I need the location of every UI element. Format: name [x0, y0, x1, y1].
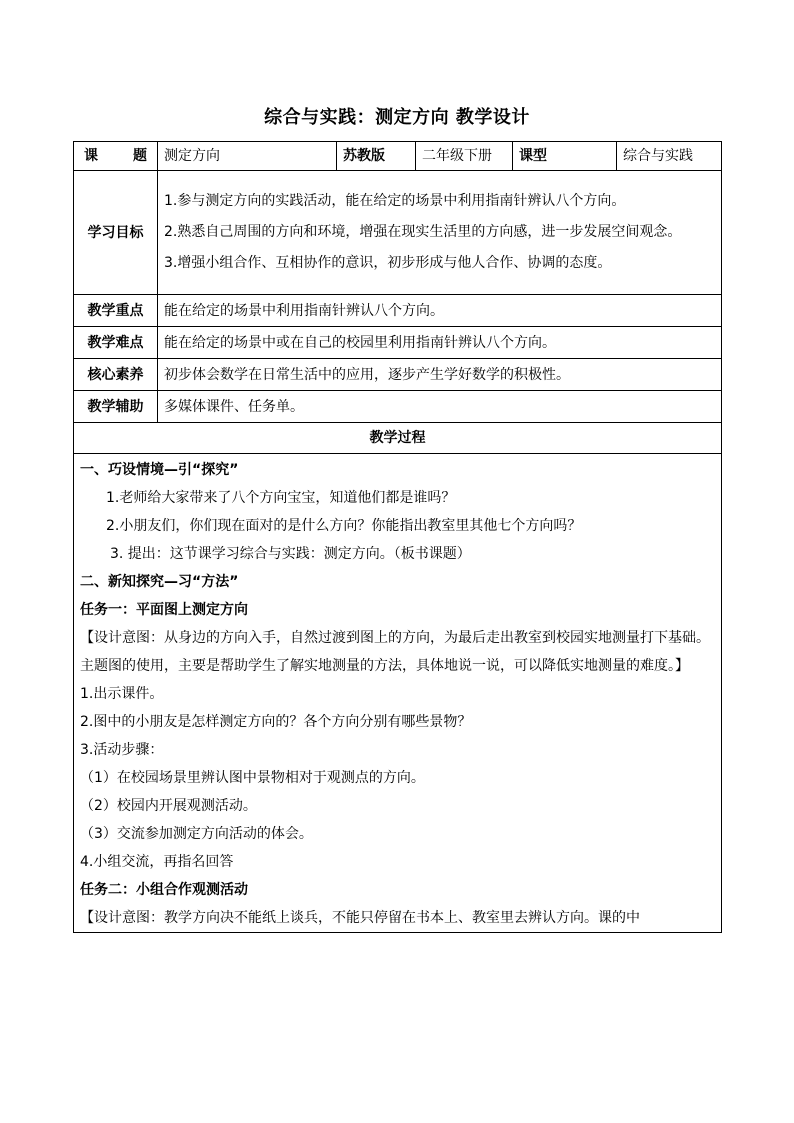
goal-item: 1.参与测定方向的实践活动，能在给定的场景中利用指南针辨认八个方向。 — [164, 193, 626, 209]
section1-item: 2.小朋友们，你们现在面对的是什么方向？你能指出教室里其他七个方向吗？ — [106, 518, 582, 534]
difficulties-label: 教学难点 — [74, 327, 158, 359]
section1-title: 一、巧设情境—引“探究” — [80, 462, 239, 478]
document-title: 综合与实践：测定方向 教学设计 — [264, 107, 530, 128]
goals-label: 学习目标 — [74, 171, 158, 295]
aids-text: 多媒体课件、任务单。 — [158, 391, 722, 423]
task2-title: 任务二：小组合作观测活动 — [80, 882, 248, 898]
type-value: 综合与实践 — [617, 142, 722, 171]
task1-item: （2）校园内开展观测活动。 — [80, 798, 257, 814]
section1-item: 3. 提出：这节课学习综合与实践：测定方向。（板书课题） — [110, 546, 471, 562]
difficulties-row — [74, 327, 722, 359]
goal-item: 2.熟悉自己周围的方向和环境，增强在现实生活里的方向感，进一步发展空间观念。 — [164, 224, 682, 240]
process-heading-row — [74, 423, 722, 454]
process-content-row — [74, 454, 722, 933]
key-points-text: 能在给定的场景中利用指南针辨认八个方向。 — [158, 295, 722, 327]
section1-item: 1.老师给大家带来了八个方向宝宝，知道他们都是谁吗？ — [106, 490, 456, 506]
process-content — [74, 454, 722, 933]
grade: 二年级下册 — [416, 142, 513, 171]
aids-label: 教学辅助 — [74, 391, 158, 423]
literacy-label: 核心素养 — [74, 359, 158, 391]
goals-row — [74, 171, 722, 295]
task1-item: 4.小组交流，再指名回答 — [80, 854, 234, 870]
literacy-text: 初步体会数学在日常生活中的应用，逐步产生学好数学的积极性。 — [158, 359, 722, 391]
literacy-row — [74, 359, 722, 391]
topic-label: 课 题 — [74, 142, 158, 171]
task1-item: 1.出示课件。 — [80, 686, 164, 702]
key-points-row — [74, 295, 722, 327]
lesson-plan-table — [73, 141, 722, 933]
aids-row — [74, 391, 722, 423]
key-points-label: 教学重点 — [74, 295, 158, 327]
task1-item: 3.活动步骤： — [80, 742, 164, 758]
section2-title: 二、新知探究—习“方法” — [80, 574, 239, 590]
header-row — [74, 142, 722, 171]
task1-design: 【设计意图：从身边的方向入手，自然过渡到图上的方向，为最后走出教室到校园实地测量打下基础。主题图的使用，主要是帮助学生了解实地测量的方法，具体地说一说，可以降低实地测量的难度。】 — [80, 630, 710, 674]
task1-item: 2.图中的小朋友是怎样测定方向的？各个方向分别有哪些景物？ — [80, 714, 472, 730]
topic-value: 测定方向 — [158, 142, 337, 171]
task1-title: 任务一：平面图上测定方向 — [80, 602, 248, 618]
task1-item: （3）交流参加测定方向活动的体会。 — [80, 826, 313, 842]
goal-item: 3.增强小组合作、互相协作的意识，初步形成与他人合作、协调的态度。 — [164, 255, 612, 271]
task1-item: （1）在校园场景里辨认图中景物相对于观测点的方向。 — [80, 770, 425, 786]
process-heading: 教学过程 — [74, 423, 722, 454]
type-label: 课型 — [513, 142, 617, 171]
goals-content — [158, 171, 722, 295]
difficulties-text: 能在给定的场景中或在自己的校园里利用指南针辨认八个方向。 — [158, 327, 722, 359]
task2-design: 【设计意图：教学方向决不能纸上谈兵，不能只停留在书本上、教室里去辨认方向。课的中 — [80, 910, 640, 926]
publisher: 苏教版 — [337, 142, 416, 171]
